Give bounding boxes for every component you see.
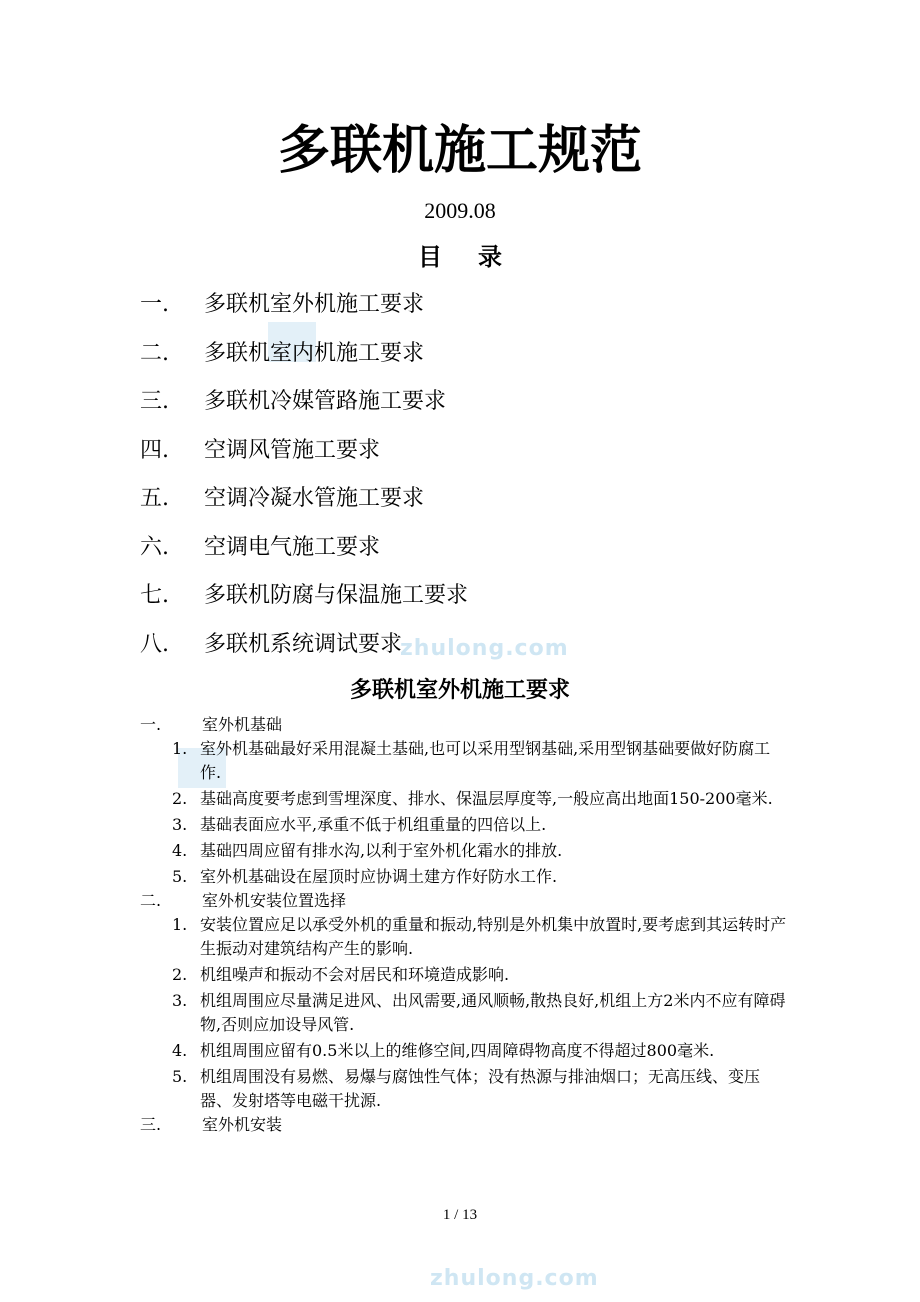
subsection-title: 室外机基础 (202, 715, 283, 734)
watermark-text-mid: zhulong.com (400, 636, 569, 661)
document-title: 多联机施工规范 (277, 120, 642, 181)
toc-item (140, 336, 840, 385)
item-number: 5. (172, 867, 188, 886)
section-title: 多联机室外机施工要求 (349, 677, 570, 703)
toc-label: 多联机系统调试要求 (204, 631, 403, 657)
list-item (172, 989, 790, 1037)
list-item (172, 865, 790, 889)
toc-label: 多联机室内机施工要求 (204, 340, 425, 366)
subsection-heading (140, 889, 790, 913)
subsection-heading (140, 713, 790, 737)
toc-label: 多联机室外机施工要求 (204, 292, 425, 317)
subsection-number: 二. (140, 891, 162, 910)
item-text: 机组周围应留有0.5米以上的维修空间,四周障碍物高度不得超过800毫米. (200, 1041, 715, 1060)
list-item (172, 913, 790, 961)
document-date: 2009.08 (424, 198, 496, 223)
toc-number: 七. (140, 583, 169, 608)
list-item (172, 1039, 790, 1063)
watermark-text-bottom: zhulong.com (430, 1266, 599, 1291)
toc-heading (0, 240, 920, 274)
item-text: 基础四周应留有排水沟,以利于室外机化霜水的排放. (200, 841, 563, 860)
item-text: 安装位置应足以承受外机的重量和振动,特别是外机集中放置时,要考虑到其运转时产生振动对建筑结构产生的影响. (200, 915, 787, 958)
page-number: 1 / 13 (442, 1207, 478, 1223)
list-item (172, 813, 790, 837)
list-item (172, 787, 790, 811)
toc-label: 空调风管施工要求 (204, 437, 381, 463)
item-number: 3. (172, 815, 188, 834)
toc-heading-char-1: 目 (418, 242, 442, 271)
item-number: 4. (172, 841, 188, 860)
toc-label: 多联机防腐与保温施工要求 (204, 583, 469, 608)
item-number: 2. (172, 965, 188, 984)
subsection-number: 一. (140, 715, 162, 734)
item-number: 1. (172, 915, 188, 934)
list-item (172, 839, 790, 863)
item-text: 室外机基础设在屋顶时应协调土建方作好防水工作. (200, 867, 558, 886)
list-item (172, 737, 790, 785)
item-text: 基础高度要考虑到雪埋深度、排水、保温层厚度等,一般应高出地面150-200毫米. (200, 789, 773, 808)
item-number: 5. (172, 1067, 188, 1086)
toc-item (140, 481, 840, 530)
list-item (172, 1065, 790, 1113)
item-text: 机组周围应尽量满足进风、出风需要,通风顺畅,散热良好,机组上方2米内不应有障碍物,否则应加设导风管. (200, 991, 786, 1034)
toc-number: 一. (140, 292, 169, 317)
toc-item (140, 384, 840, 433)
item-text: 基础表面应水平,承重不低于机组重量的四倍以上. (200, 815, 547, 834)
item-text: 机组周围没有易燃、易爆与腐蚀性气体；没有热源与排油烟口；无高压线、变压器、发射塔等电磁干扰源. (200, 1067, 761, 1110)
table-of-contents (140, 287, 840, 675)
toc-number: 二. (140, 340, 169, 366)
subsection-heading (140, 1113, 790, 1137)
item-number: 4. (172, 1041, 188, 1060)
item-text: 机组噪声和振动不会对居民和环境造成影响. (200, 965, 510, 984)
subsection-title: 室外机安装位置选择 (202, 891, 347, 910)
subsection-number: 三. (140, 1115, 162, 1134)
toc-item (140, 627, 840, 676)
toc-number: 三. (140, 389, 169, 414)
item-number: 3. (172, 991, 188, 1010)
toc-item (140, 433, 840, 482)
toc-item (140, 530, 840, 579)
item-number: 1. (172, 739, 188, 758)
item-text: 室外机基础最好采用混凝土基础,也可以采用型钢基础,采用型钢基础要做好防腐工作. (200, 739, 771, 782)
toc-label: 空调电气施工要求 (204, 534, 381, 560)
section-body (140, 713, 790, 1137)
toc-label: 空调冷凝水管施工要求 (204, 486, 425, 511)
toc-number: 八. (140, 631, 169, 657)
toc-item (140, 578, 840, 627)
toc-heading-char-2: 录 (478, 242, 502, 271)
toc-number: 六. (140, 534, 169, 560)
list-item (172, 963, 790, 987)
toc-number: 五. (140, 486, 169, 511)
toc-label: 多联机冷媒管路施工要求 (204, 389, 447, 414)
toc-number: 四. (140, 437, 169, 463)
toc-item (140, 287, 840, 336)
subsection-title: 室外机安装 (202, 1115, 283, 1134)
item-number: 2. (172, 789, 188, 808)
